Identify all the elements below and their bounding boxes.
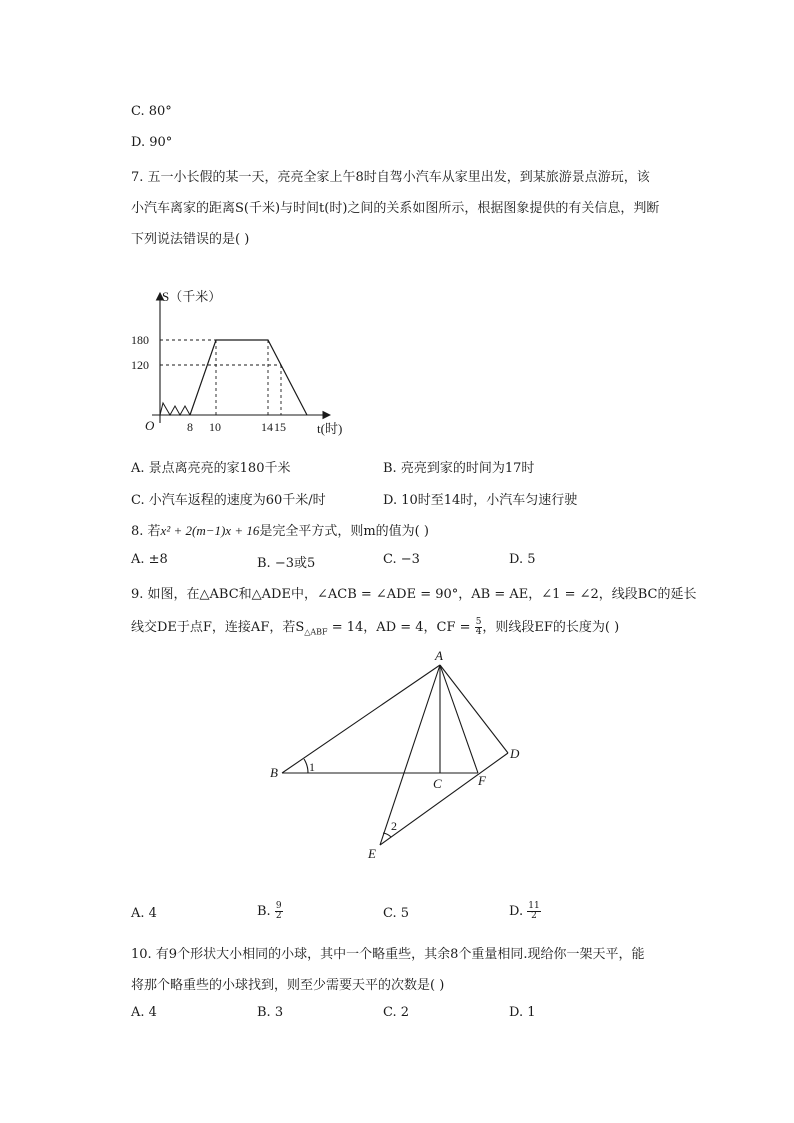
q8-option-a: A. ±8	[131, 552, 168, 567]
label-b: B	[270, 765, 278, 780]
q9-stem-line2: 线交DE于点F，连接AF，若$S_{\triangle ABF} = 14$，AD = 4，CF = $\frac{5}{4}$ ，则线段EF的长度为( )	[131, 617, 620, 637]
q10-option-c: C. 2	[383, 1005, 410, 1020]
q10-option-d: D. 1	[509, 1005, 536, 1020]
q7-option-b: B. 亮亮到家的时间为17时	[383, 461, 535, 476]
y-tick-180: 180	[131, 333, 149, 347]
segment-af	[440, 665, 478, 773]
q7-distance-time-graph	[125, 285, 355, 445]
angle-1-arc	[304, 759, 308, 773]
q9-option-d: D. $\frac{11}{2}$	[509, 901, 540, 921]
q6-option-c: C. 80°	[131, 104, 172, 119]
q9-option-c: C. 5	[383, 906, 410, 921]
label-d: D	[510, 746, 520, 761]
q9-option-a: A. 4	[131, 906, 157, 921]
label-c: C	[433, 776, 442, 791]
label-angle-2: 2	[391, 819, 397, 833]
q10-option-a: A. 4	[131, 1005, 157, 1020]
segment-ed	[380, 753, 508, 845]
q8-option-d: D. 5	[509, 552, 536, 567]
distance-series-line	[190, 340, 307, 415]
axis-break-zigzag	[160, 403, 190, 415]
x-tick-8: 8	[187, 420, 193, 434]
q9-option-b: B. $\frac{9}{2}$	[257, 901, 282, 921]
q10-option-b: B. 3	[257, 1005, 284, 1020]
q9-geometry-figure	[270, 645, 530, 865]
label-f: F	[478, 773, 486, 788]
segment-ad	[440, 665, 508, 753]
label-angle-1: 1	[309, 760, 315, 774]
label-a: A	[435, 648, 443, 663]
x-tick-15: 15	[274, 420, 286, 434]
segment-ae	[380, 665, 440, 845]
q10-stem-line1: 10. 有9个形状大小相同的小球，其中一个略重些，其余8个重量相同.现给你一架天平，能	[131, 947, 645, 962]
q7-stem-line1: 7. 五一小长假的某一天，亮亮全家上午8时自驾小汽车从家里出发，到某旅游景点游玩，该	[131, 170, 650, 185]
q7-stem-line2: 小汽车离家的距离S(千米)与时间t(时)之间的关系如图所示，根据图象提供的有关信息，判断	[131, 201, 660, 216]
q10-stem-line2: 将那个略重些的小球找到，则至少需要天平的次数是( )	[131, 978, 445, 993]
q7-option-c: C. 小汽车返程的速度为60千米/时	[131, 493, 326, 508]
x-tick-14: 14	[261, 420, 273, 434]
q8-option-b: B. −3或5	[257, 556, 316, 571]
angle-2-arc	[383, 833, 391, 837]
y-axis-label: S（千米）	[162, 289, 222, 304]
y-tick-120: 120	[131, 358, 149, 372]
q7-stem-line3: 下列说法错误的是( )	[131, 232, 250, 247]
x-axis-label: t(时)	[317, 421, 343, 436]
q7-option-a: A. 景点离亮亮的家180千米	[131, 461, 291, 476]
segment-ab	[282, 665, 440, 773]
q6-option-d: D. 90°	[131, 135, 173, 150]
q7-option-d: D. 10时至14时，小汽车匀速行驶	[383, 493, 578, 508]
q8-stem: 8. 若x² + 2(m−1)x + 16是完全平方式，则m的值为( )	[131, 523, 429, 539]
q9-stem-line1: 9. 如图，在△ABC和△ADE中，∠ACB = ∠ADE = 90°，AB = AE，∠1 = ∠2，线段BC的延长	[131, 587, 697, 602]
label-e: E	[368, 846, 376, 861]
origin-label: O	[145, 418, 155, 433]
q8-option-c: C. −3	[383, 552, 420, 567]
x-tick-10: 10	[209, 420, 221, 434]
